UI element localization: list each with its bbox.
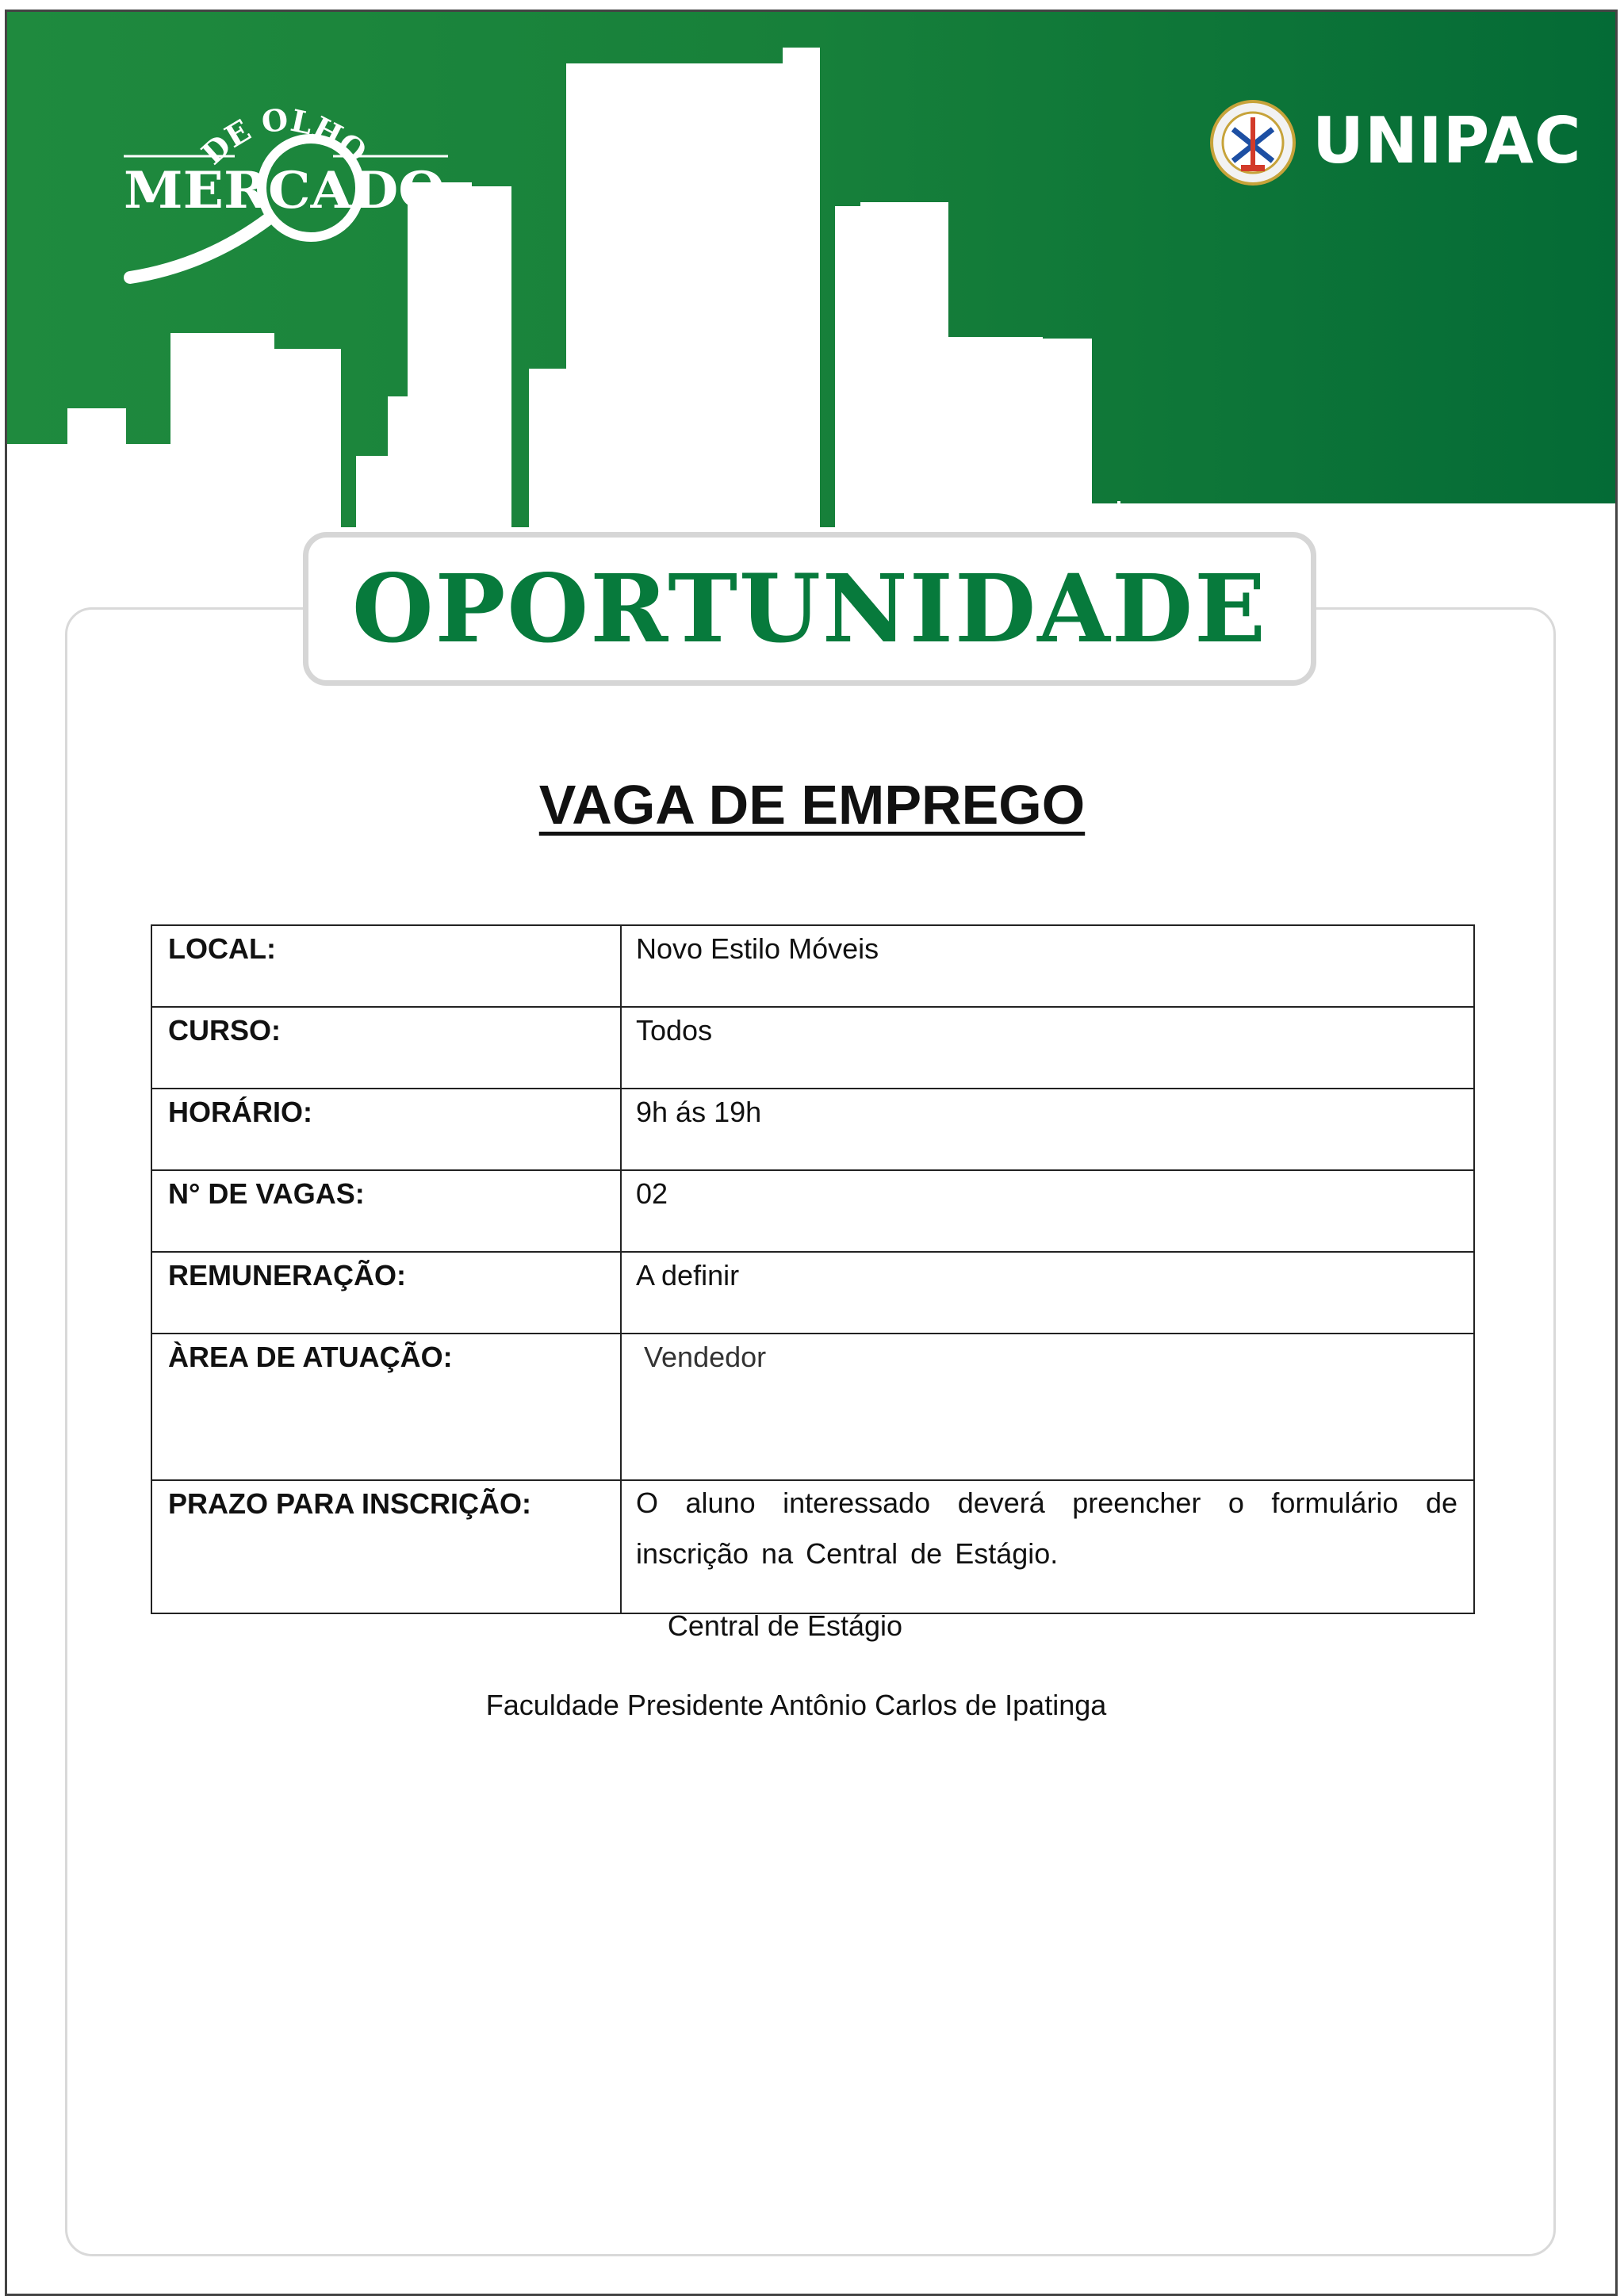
row-value: Vendedor [621, 1334, 1474, 1480]
job-info-table [151, 924, 1475, 1614]
row-label: ÀREA DE ATUAÇÃO: [151, 1334, 621, 1480]
row-label: HORÁRIO: [151, 1089, 621, 1170]
unipac-brand-text: UNIPAC [1312, 104, 1582, 178]
unipac-logo [1209, 94, 1582, 197]
svg-text:MERCADO: MERCADO [124, 161, 445, 220]
row-label: REMUNERAÇÃO: [151, 1252, 621, 1334]
opportunity-banner [303, 532, 1316, 686]
row-value: 02 [621, 1170, 1474, 1252]
table-row [151, 1007, 1474, 1089]
table-row [151, 925, 1474, 1007]
row-value-text: O aluno interessado deverá preencher o formulário de inscrição na Central de Estágio. [636, 1487, 1457, 1570]
row-label: LOCAL: [151, 925, 621, 1007]
row-value: A definir [621, 1252, 1474, 1334]
footer-institution: Faculdade Presidente Antônio Carlos de Ipatinga [485, 1689, 1107, 1721]
fundacao-seal-icon [1209, 94, 1304, 197]
table-row [151, 1170, 1474, 1252]
row-value: 9h ás 19h [621, 1089, 1474, 1170]
table-row [151, 1252, 1474, 1334]
row-label: N° DE VAGAS: [151, 1170, 621, 1252]
de-olho-no-mercado-logo [119, 83, 452, 289]
row-label: CURSO: [151, 1007, 621, 1089]
svg-text:DE OLHO NO: DE OLHO [194, 101, 374, 172]
table-row [151, 1089, 1474, 1170]
banner-title: OPORTUNIDADE [351, 553, 1268, 664]
row-value: Novo Estilo Móveis [621, 925, 1474, 1007]
row-label: PRAZO PARA INSCRIÇÃO: [151, 1480, 621, 1613]
table-row [151, 1480, 1474, 1613]
row-value: Todos [621, 1007, 1474, 1089]
table-row [151, 1334, 1474, 1480]
page-title: VAGA DE EMPREGO [538, 774, 1086, 836]
row-value [621, 1480, 1474, 1613]
footer-office: Central de Estágio [667, 1609, 903, 1642]
